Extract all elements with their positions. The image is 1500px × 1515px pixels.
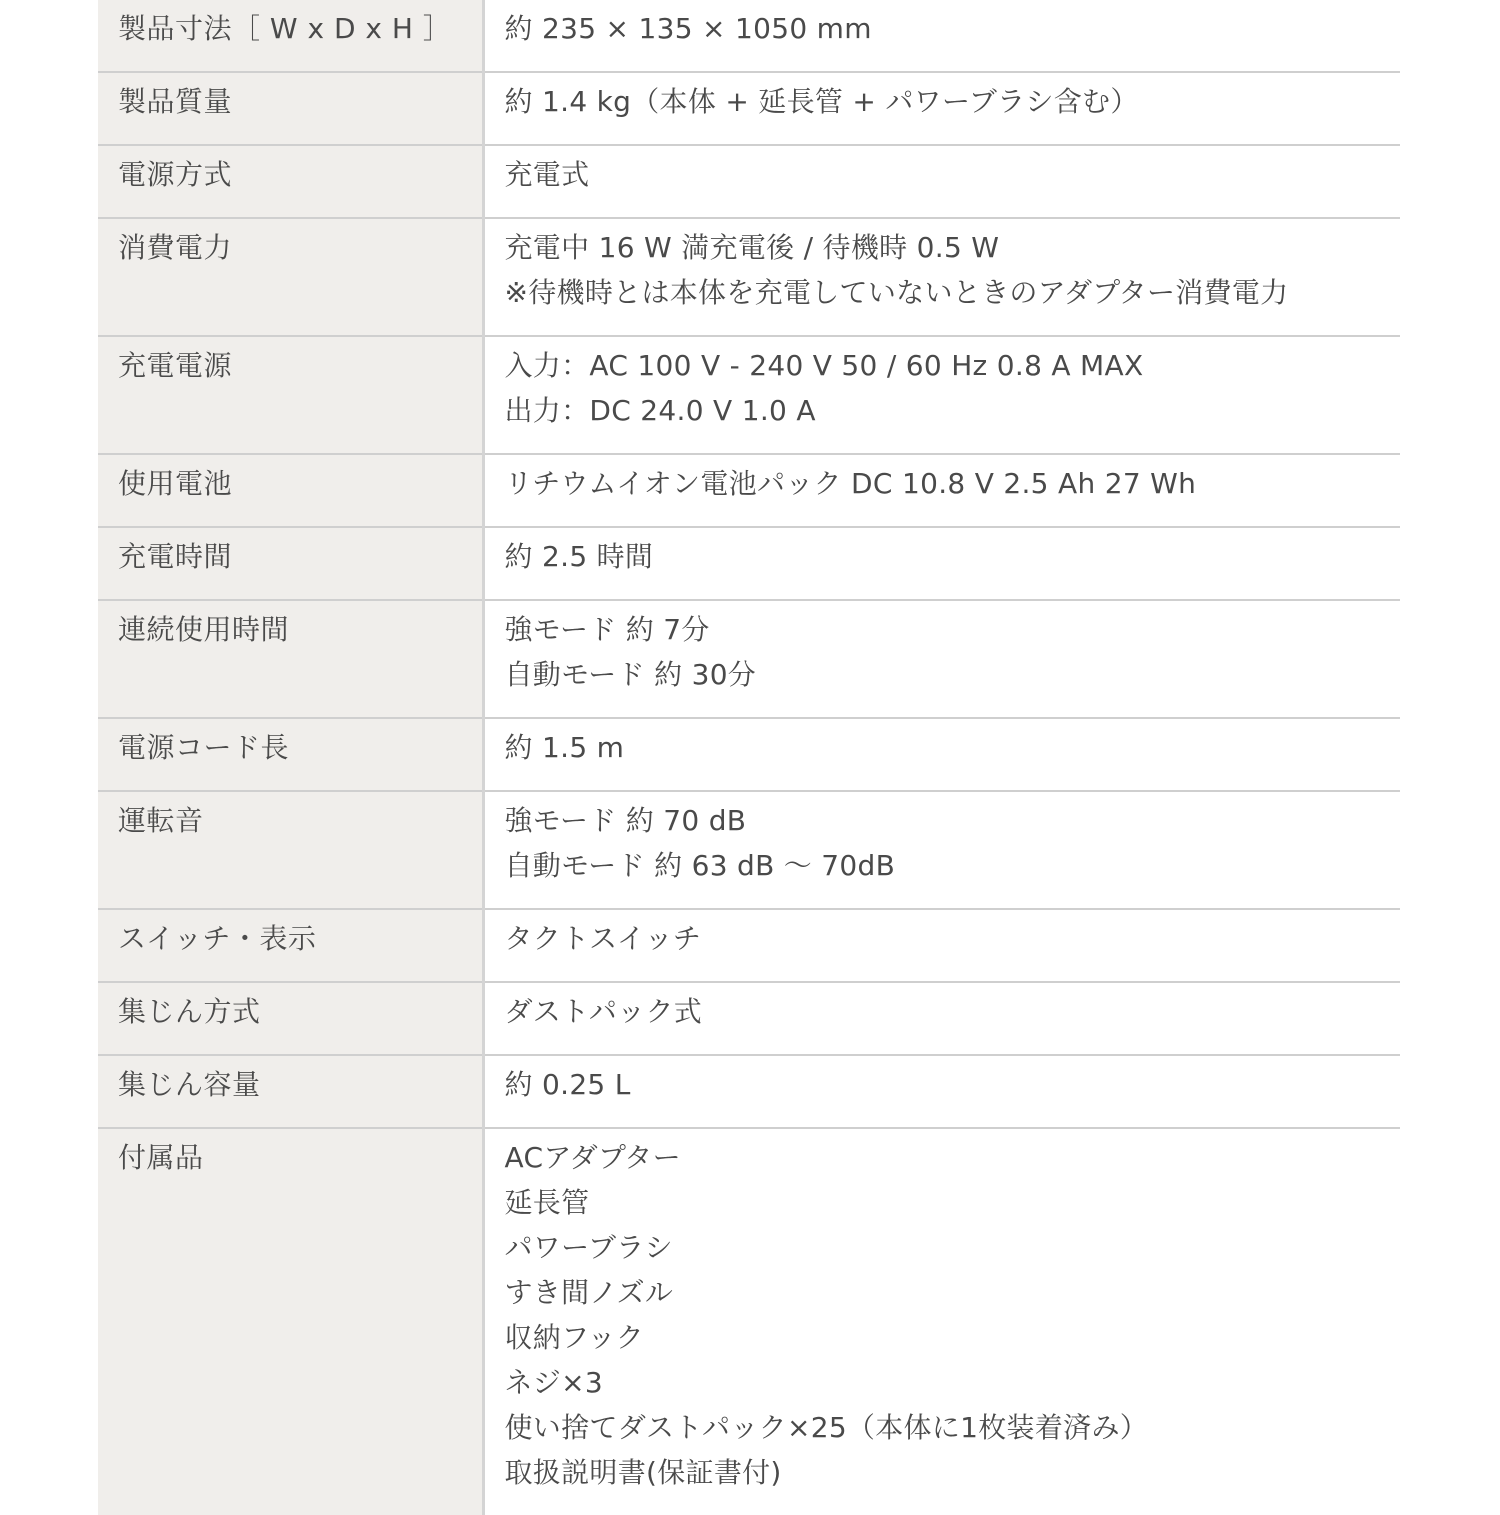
spec-value [483,145,1400,218]
spec-label: 充電時間 [98,527,483,600]
spec-row-accessories [98,1128,1400,1515]
spec-value [483,982,1400,1055]
spec-value [483,1128,1400,1515]
spec-value-line: 強モード 約 70 dB [504,804,747,837]
spec-value-line: 約 1.5 m [504,731,625,764]
spec-row-switch-display [98,909,1400,982]
spec-value [483,336,1400,454]
spec-row-continuous-use [98,600,1400,718]
spec-value-line: 入力：AC 100 V - 240 V 50 / 60 Hz 0.8 A MAX [504,349,1144,382]
spec-value-line: 充電式 [504,158,590,191]
spec-value-line: ※待機時とは本体を充電していないときのアダプター消費電力 [504,276,1289,309]
spec-label: 製品寸法［ W x D x H ］ [98,0,483,72]
spec-value [483,1055,1400,1128]
spec-value-line: 強モード 約 7分 [504,613,710,646]
spec-value-line: 延長管 [504,1186,590,1219]
spec-value-line: タクトスイッチ [504,922,702,955]
spec-value-line: 出力：DC 24.0 V 1.0 A [504,394,816,427]
spec-value [483,527,1400,600]
spec-value-line: 約 235 × 135 × 1050 mm [504,12,872,45]
spec-row-dust-method [98,982,1400,1055]
spec-value-line: 使い捨てダストパック×25（本体に1枚装着済み） [504,1411,1149,1444]
spec-row-noise [98,791,1400,909]
spec-value-line: 充電中 16 W 満充電後 / 待機時 0.5 W [504,231,1000,264]
spec-label: 運転音 [98,791,483,909]
spec-value-line: ネジ×3 [504,1366,603,1399]
spec-value-line: ACアダプター [504,1141,681,1174]
spec-value-line: 約 2.5 時間 [504,540,654,573]
spec-value [483,718,1400,791]
spec-label: スイッチ・表示 [98,909,483,982]
spec-value-line: ダストパック式 [504,995,703,1028]
spec-row-weight [98,72,1400,145]
spec-label: 付属品 [98,1128,483,1515]
spec-value [483,600,1400,718]
spec-value [483,454,1400,527]
spec-label: 電源コード長 [98,718,483,791]
spec-value-line: パワーブラシ [504,1231,673,1264]
spec-value [483,0,1400,72]
spec-label: 集じん方式 [98,982,483,1055]
spec-row-battery [98,454,1400,527]
spec-row-dimensions [98,0,1400,72]
spec-label: 充電電源 [98,336,483,454]
spec-row-charging-time [98,527,1400,600]
spec-table [98,0,1400,1515]
spec-value [483,909,1400,982]
spec-label: 集じん容量 [98,1055,483,1128]
spec-value [483,72,1400,145]
spec-value-line: 自動モード 約 30分 [504,658,757,691]
spec-row-power-source [98,145,1400,218]
spec-label: 電源方式 [98,145,483,218]
spec-value-line: 自動モード 約 63 dB ～ 70dB [504,849,896,882]
spec-row-charging-power [98,336,1400,454]
spec-value-line: 取扱説明書(保証書付) [504,1456,782,1489]
spec-label: 製品質量 [98,72,483,145]
spec-value-line: 約 0.25 L [504,1068,631,1101]
spec-row-cord-length [98,718,1400,791]
spec-label: 使用電池 [98,454,483,527]
spec-value-line: すき間ノズル [504,1276,674,1309]
spec-row-power-consumption [98,218,1400,336]
spec-row-dust-capacity [98,1055,1400,1128]
spec-label: 消費電力 [98,218,483,336]
spec-value-line: リチウムイオン電池パック DC 10.8 V 2.5 Ah 27 Wh [504,467,1197,500]
spec-value [483,791,1400,909]
spec-value-line: 収納フック [504,1321,645,1354]
spec-label: 連続使用時間 [98,600,483,718]
spec-value [483,218,1400,336]
spec-value-line: 約 1.4 kg（本体 + 延長管 + パワーブラシ含む） [504,85,1139,118]
